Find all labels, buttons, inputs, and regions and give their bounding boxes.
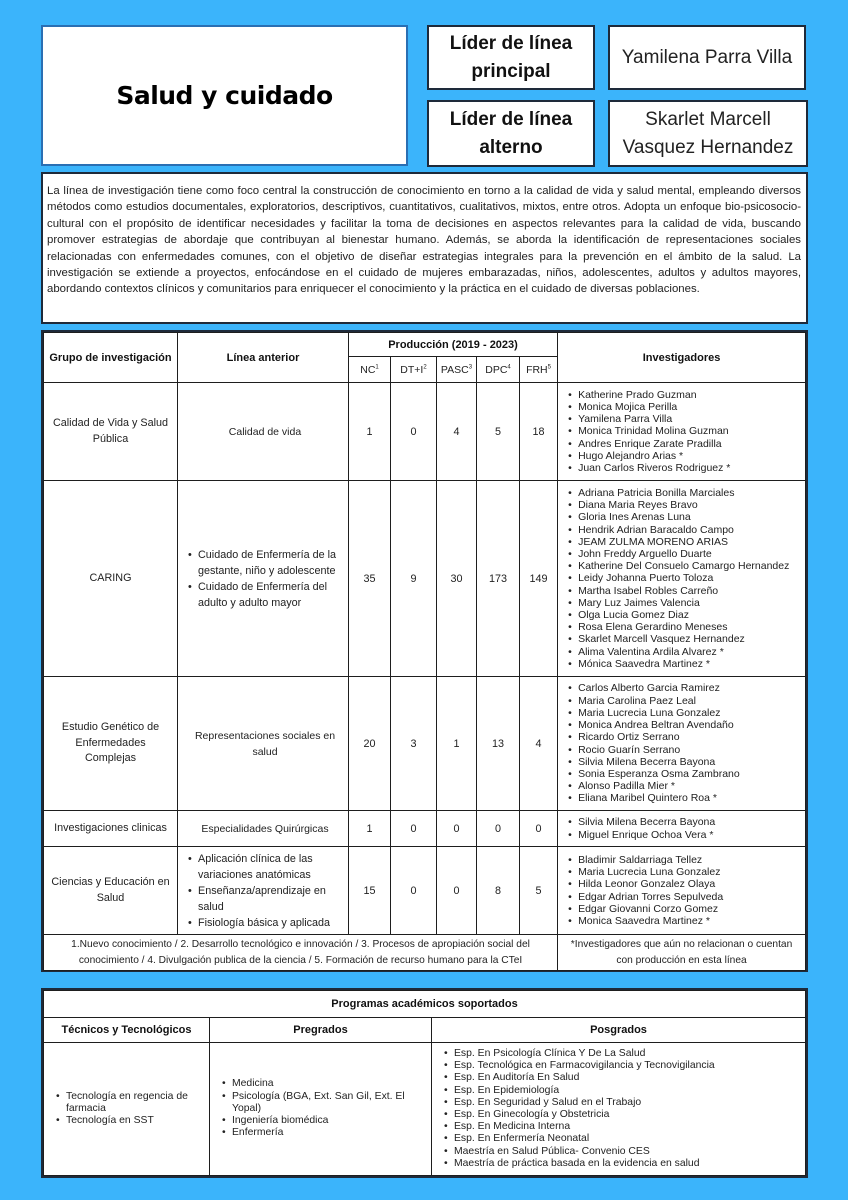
list-item: • Alonso Padilla Mier * <box>566 780 801 792</box>
metric-value: 9 <box>391 481 437 677</box>
programs-column <box>210 1043 432 1176</box>
list-item: • Edgar Giovanni Corzo Gomez <box>566 903 801 915</box>
list-item: • Carlos Alberto Garcia Ramirez <box>566 682 801 694</box>
researchers-cell <box>558 677 806 811</box>
list-item: • Skarlet Marcell Vasquez Hernandez <box>566 633 801 645</box>
metric-value: 5 <box>477 383 520 481</box>
programs-table <box>41 988 808 1178</box>
list-item: • Aplicación clínica de las variaciones anatómicas <box>186 851 344 883</box>
table-row <box>44 677 806 811</box>
list-item: • Esp. En Auditoría En Salud <box>442 1072 799 1084</box>
previous-line: Especialidades Quirúrgicas <box>178 811 349 847</box>
previous-line: Calidad de vida <box>178 383 349 481</box>
researchers-cell <box>558 847 806 935</box>
researchers-list <box>566 682 801 804</box>
list-item: • Gloria Ines Arenas Luna <box>566 511 801 523</box>
list-item: • Yamilena Parra Villa <box>566 413 801 425</box>
programs-column <box>44 1043 210 1176</box>
metric-value: 0 <box>391 383 437 481</box>
page-title: Salud y cuidado <box>116 81 333 110</box>
list-item: • Rocio Guarín Serrano <box>566 744 801 756</box>
metric-value: 5 <box>520 847 558 935</box>
principal-leader-label: Líder de línea principal <box>427 25 595 90</box>
group-name: Calidad de Vida y Salud Pública <box>44 383 178 481</box>
researchers-cell <box>558 481 806 677</box>
list-item: • Mónica Saavedra Martinez * <box>566 658 801 670</box>
programs-column-header: Pregrados <box>210 1018 432 1043</box>
metric-value: 1 <box>349 811 391 847</box>
list-item: • Cuidado de Enfermería del adulto y adulto mayor <box>186 579 344 611</box>
table-row <box>44 383 806 481</box>
programs-list <box>54 1091 203 1128</box>
metric-value: 20 <box>349 677 391 811</box>
header-metric-frh: FRH$^5$ <box>520 357 558 383</box>
list-item: • Hendrik Adrian Baracaldo Campo <box>566 524 801 536</box>
researchers-list <box>566 854 801 927</box>
list-item: • Edgar Adrian Torres Sepulveda <box>566 891 801 903</box>
previous-line: Representaciones sociales en salud <box>178 677 349 811</box>
table-row <box>44 847 806 935</box>
list-item: • Ingeniería biomédica <box>220 1115 425 1127</box>
metric-value: 0 <box>391 847 437 935</box>
header-metric-nc: $NC^1$ <box>349 357 391 383</box>
list-item: • Hugo Alejandro Arias * <box>566 450 801 462</box>
programs-list <box>220 1078 425 1139</box>
researchers-cell <box>558 383 806 481</box>
list-item: • Esp. En Medicina Interna <box>442 1121 799 1133</box>
list-item: • Tecnología en regencia de farmacia <box>54 1091 203 1115</box>
list-item: • Esp. En Ginecología y Obstetricia <box>442 1109 799 1121</box>
list-item: • Diana Maria Reyes Bravo <box>566 499 801 511</box>
table-row <box>44 811 806 847</box>
list-item: • Maria Carolina Paez Leal <box>566 695 801 707</box>
list-item: • Monica Mojica Perilla <box>566 401 801 413</box>
researchers-list <box>566 816 801 840</box>
list-item: • Maestría en Salud Pública- Convenio CES <box>442 1146 799 1158</box>
list-item: • Hilda Leonor Gonzalez Olaya <box>566 878 801 890</box>
list-item: • Esp. En Seguridad y Salud en el Trabajo <box>442 1097 799 1109</box>
group-name: Estudio Genético de Enfermedades Complejas <box>44 677 178 811</box>
researchers-cell <box>558 811 806 847</box>
metric-value: 35 <box>349 481 391 677</box>
table-row <box>44 481 806 677</box>
metric-value: 0 <box>437 847 477 935</box>
list-item: • Enfermería <box>220 1127 425 1139</box>
list-item: • Monica Trinidad Molina Guzman <box>566 425 801 437</box>
list-item: • Mary Luz Jaimes Valencia <box>566 597 801 609</box>
metric-value: 0 <box>477 811 520 847</box>
list-item: • Maestría de práctica basada en la evidencia en salud <box>442 1158 799 1170</box>
metric-value: 8 <box>477 847 520 935</box>
description-text: La línea de investigación tiene como foco central la construcción de conocimiento en torno a la calidad de vida y salud mental, empleando diversos métodos como estudios documentales, exploratorios, descriptivos, cuantitativos, cualitativos, mixtos, entre otros. Adopta un enfoque bio-psicosocio-cultural con el propósito de identificar necesidades y facilitar la toma de decisiones en aspectos relevantes para la calidad de vida, buscando promover estrategias de abordaje que contribuyan al bienestar humano. Además, se aborda la identificación de representaciones sociales relacionadas con enfermedades comunes, con el objetivo de diseñar estrategias integrales para la prevención en el ámbito de la salud. La investigación se extiende a proyectos, enfocándose en el cuidado de mujeres embarazadas, niños, adolescentes, adultos y adultos mayores, abordando contextos clínicos y comunitarios para enriquecer el conocimiento y la práctica en el cuidado de diversas poblaciones. <box>47 185 801 296</box>
list-item: • Maria Lucrecia Luna Gonzalez <box>566 866 801 878</box>
researchers-list <box>566 389 801 474</box>
metric-value: 4 <box>437 383 477 481</box>
list-item: • Katherine Prado Guzman <box>566 389 801 401</box>
header-production: Producción (2019 - 2023) <box>349 333 558 357</box>
list-item: • Medicina <box>220 1078 425 1090</box>
programs-column-header: Posgrados <box>432 1018 806 1043</box>
group-name: CARING <box>44 481 178 677</box>
header-group: Grupo de investigación <box>44 333 178 383</box>
metric-value: 13 <box>477 677 520 811</box>
list-item: • Juan Carlos Riveros Rodriguez * <box>566 462 801 474</box>
list-item: • Cuidado de Enfermería de la gestante, niño y adolescente <box>186 547 344 579</box>
list-item: • Fisiología básica y aplicada <box>186 915 344 931</box>
list-item: • Enseñanza/aprendizaje en salud <box>186 883 344 915</box>
metrics-footnote: 1.Nuevo conocimiento / 2. Desarrollo tecnológico e innovación / 3. Procesos de apropiación social del conocimiento / 4. Divulgación publica de la ciencia / 5. Formación de recurso humano para la CTeI <box>44 935 558 971</box>
programs-list <box>442 1048 799 1170</box>
list-item: • Rosa Elena Gerardino Meneses <box>566 621 801 633</box>
list-item: • Esp. En Epidemiología <box>442 1085 799 1097</box>
list-item: • Sonia Esperanza Osma Zambrano <box>566 768 801 780</box>
previous-line <box>178 481 349 677</box>
list-item: • Monica Andrea Beltran Avendaño <box>566 719 801 731</box>
programs-title: Programas académicos soportados <box>44 991 806 1018</box>
previous-line <box>178 847 349 935</box>
list-item: • JEAM ZULMA MORENO ARIAS <box>566 536 801 548</box>
list-item: • Silvia Milena Becerra Bayona <box>566 756 801 768</box>
header-metric-pasc: PASC$^3$ <box>437 357 477 383</box>
list-item: • Bladimir Saldarriaga Tellez <box>566 854 801 866</box>
researchers-list <box>566 487 801 670</box>
header-metric-dpc: DPC$^4$ <box>477 357 520 383</box>
metric-value: 0 <box>437 811 477 847</box>
previous-line-list <box>186 851 344 931</box>
list-item: • Andres Enrique Zarate Pradilla <box>566 438 801 450</box>
programs-column-header: Técnicos y Tecnológicos <box>44 1018 210 1043</box>
header-researchers: Investigadores <box>558 333 806 383</box>
list-item: • Maria Lucrecia Luna Gonzalez <box>566 707 801 719</box>
metric-value: 18 <box>520 383 558 481</box>
list-item: • Esp. En Enfermería Neonatal <box>442 1133 799 1145</box>
metric-value: 30 <box>437 481 477 677</box>
researchers-footnote: *Investigadores que aún no relacionan o cuentan con producción en esta línea <box>558 935 806 971</box>
list-item: • Esp. Tecnológica en Farmacovigilancia y Tecnovigilancia <box>442 1060 799 1072</box>
metric-value: 3 <box>391 677 437 811</box>
header-metric-dti: $DT+I^2$ <box>391 357 437 383</box>
list-item: • Psicología (BGA, Ext. San Gil, Ext. El Yopal) <box>220 1091 425 1115</box>
list-item: • Silvia Milena Becerra Bayona <box>566 816 801 828</box>
alternate-leader-label: Líder de línea alterno <box>427 100 595 167</box>
list-item: • Alima Valentina Ardila Alvarez * <box>566 646 801 658</box>
previous-line-list <box>186 547 344 611</box>
metric-value: 1 <box>437 677 477 811</box>
list-item: • Martha Isabel Robles Carreño <box>566 585 801 597</box>
list-item: • Katherine Del Consuelo Camargo Hernandez <box>566 560 801 572</box>
header-previous-line: Línea anterior <box>178 333 349 383</box>
metric-value: 0 <box>391 811 437 847</box>
metric-value: 1 <box>349 383 391 481</box>
list-item: • Leidy Johanna Puerto Toloza <box>566 572 801 584</box>
group-name: Investigaciones clinicas <box>44 811 178 847</box>
list-item: • Eliana Maribel Quintero Roa * <box>566 792 801 804</box>
group-name: Ciencias y Educación en Salud <box>44 847 178 935</box>
description-box <box>41 172 808 324</box>
metric-value: 0 <box>520 811 558 847</box>
list-item: • Olga Lucia Gomez Diaz <box>566 609 801 621</box>
list-item: • Monica Saavedra Martinez * <box>566 915 801 927</box>
metric-value: 173 <box>477 481 520 677</box>
list-item: • Ricardo Ortiz Serrano <box>566 731 801 743</box>
list-item: • Tecnología en SST <box>54 1115 203 1127</box>
list-item: • Adriana Patricia Bonilla Marciales <box>566 487 801 499</box>
metric-value: 4 <box>520 677 558 811</box>
list-item: • Esp. En Psicología Clínica Y De La Salud <box>442 1048 799 1060</box>
alternate-leader-name: Skarlet Marcell Vasquez Hernandez <box>608 100 808 167</box>
metric-value: 15 <box>349 847 391 935</box>
list-item: • Miguel Enrique Ochoa Vera * <box>566 829 801 841</box>
title-box <box>41 25 408 166</box>
list-item: • John Freddy Arguello Duarte <box>566 548 801 560</box>
principal-leader-name: Yamilena Parra Villa <box>608 25 806 90</box>
programs-column <box>432 1043 806 1176</box>
metric-value: 149 <box>520 481 558 677</box>
research-table <box>41 330 808 972</box>
